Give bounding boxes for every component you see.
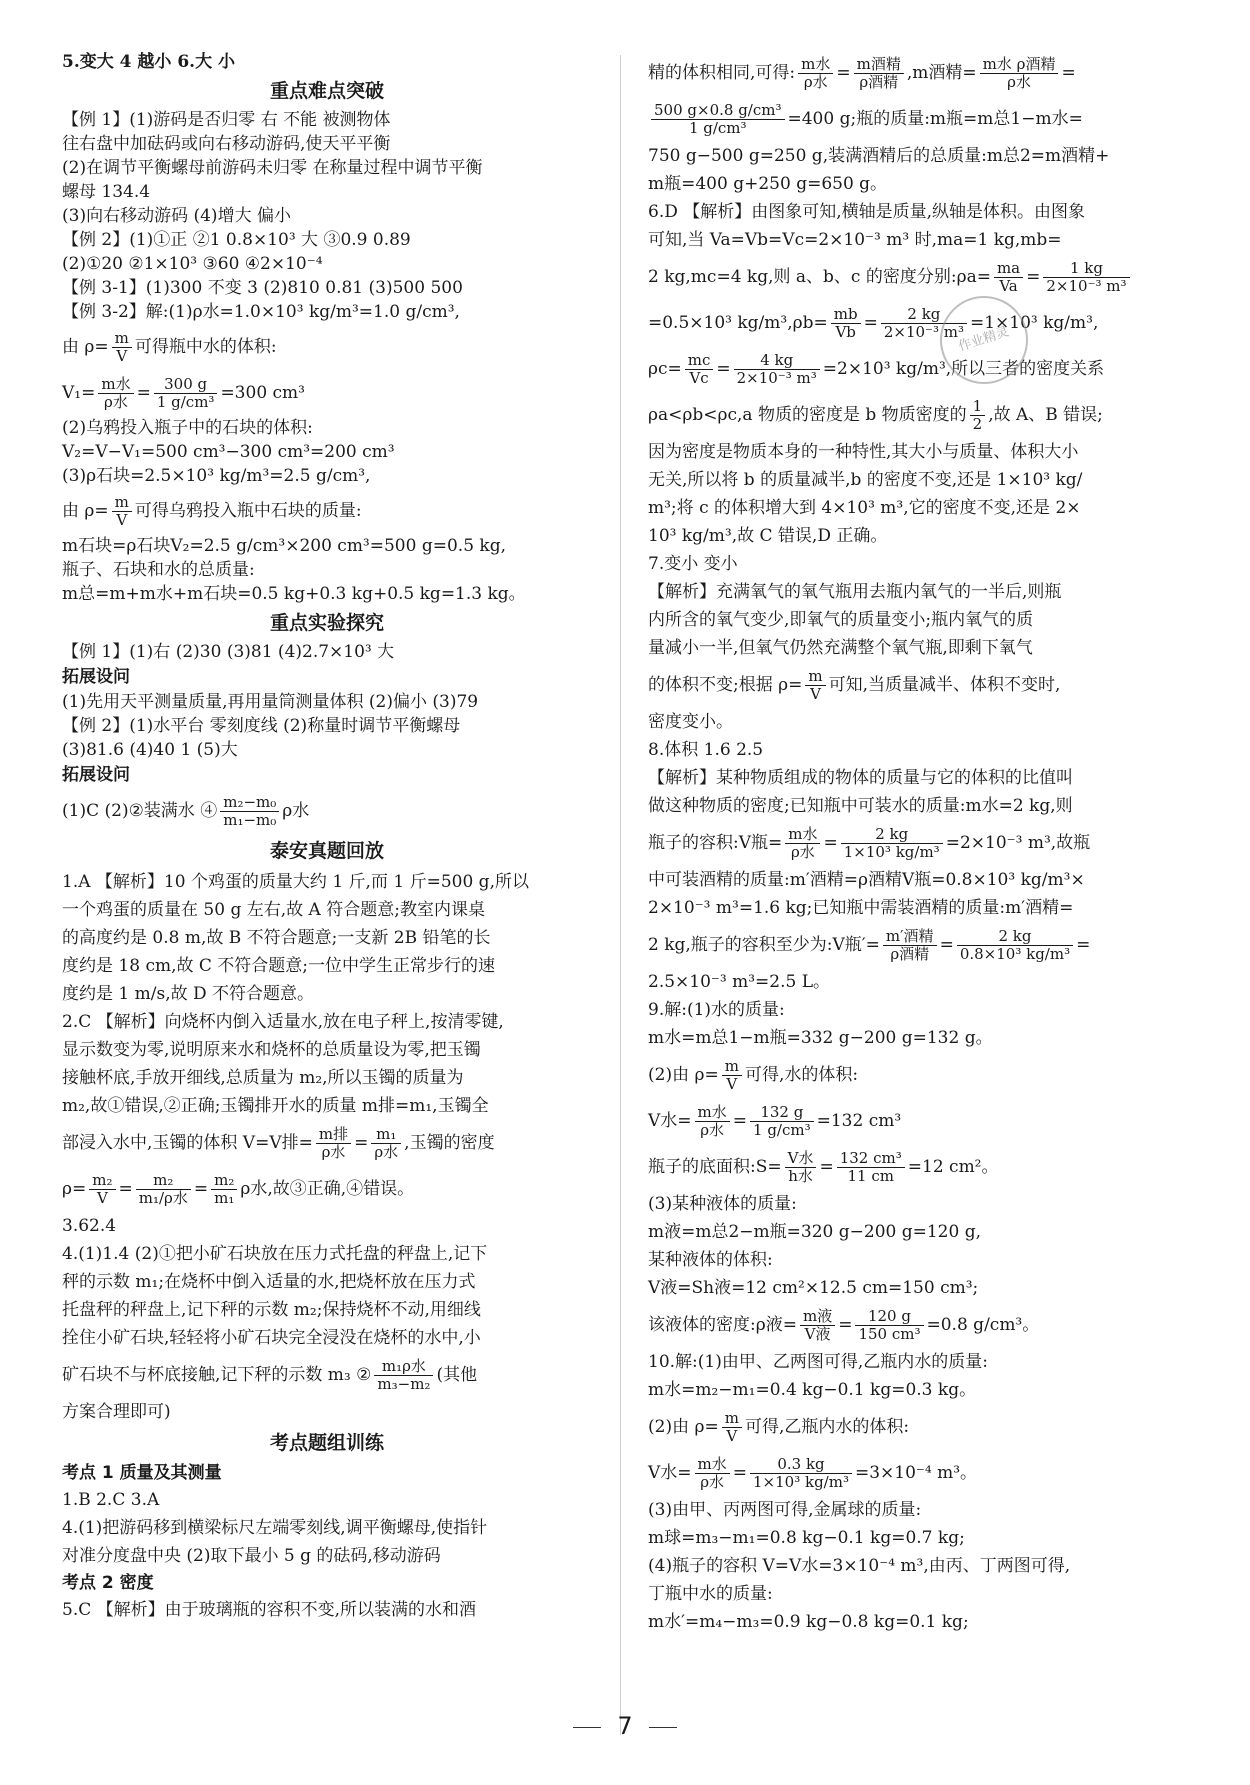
answer-line: 度约是 18 cm,故 C 不符合题意;一位中学生正常步行的速: [62, 956, 496, 976]
footer-dash-left: [573, 1727, 601, 1728]
formula-line: V水= $\frac{\text{m水}}{\text{ρ水}}$ = $\frac{0.3 kg}{\text{1×10³ kg/m³}}$ =3×10⁻⁴ m³。: [648, 1455, 978, 1491]
answer-line: 螺母 134.4: [62, 182, 151, 202]
answer-line: 瓶子、石块和水的总质量:: [62, 560, 255, 580]
footer-dash-right: [649, 1727, 677, 1728]
answer-line: 做这种物质的密度;已知瓶中可装水的质量:m水=2 kg,则: [648, 796, 1073, 816]
subheading-extension: 拓展设问: [62, 667, 130, 687]
answer-line: m水=m总1−m瓶=332 g−200 g=132 g。: [648, 1028, 993, 1048]
answer-line: 2.5×10⁻³ m³=2.5 L。: [648, 972, 831, 992]
answer-line: (4)瓶子的容积 V=V水=3×10⁻⁴ m³,由丙、丁两图可得,: [648, 1556, 1071, 1576]
formula-line: 瓶子的底面积:S= $\frac{\text{V水}}{\text{h水}}$ = $\frac{\text{132 cm³}}{11 cm}$ =12 cm²。: [648, 1149, 999, 1185]
answer-line: 显示数变为零,说明原来水和烧杯的总质量设为零,把玉镯: [62, 1040, 481, 1060]
answer-line: 【例 2】(1)水平台 零刻度线 (2)称量时调节平衡螺母: [62, 716, 461, 736]
answer-line: m石块=ρ石块V₂=2.5 g/cm³×200 cm³=500 g=0.5 kg,: [62, 536, 507, 556]
answer-line: 托盘秤的秤盘上,记下秤的示数 m₂;保持烧杯不动,用细线: [62, 1300, 481, 1320]
answer-line: m液=m总2−m瓶=320 g−200 g=120 g,: [648, 1222, 982, 1242]
section-heading-key-difficult: 重点难点突破: [269, 80, 384, 102]
answer-line: (3)ρ石块=2.5×10³ kg/m³=2.5 g/cm³,: [62, 466, 371, 486]
formula-line: V水= $\frac{\text{m水}}{\text{ρ水}}$ = $\frac{132 g}{\text{1 g/cm³}}$ =132 cm³: [648, 1103, 902, 1139]
answer-line: (3)某种液体的质量:: [648, 1194, 797, 1214]
answer-line: 【例 2】(1)①正 ②1 0.8×10³ 大 ③0.9 0.89: [62, 230, 411, 250]
answer-line: 度约是 1 m/s,故 D 不符合题意。: [62, 984, 315, 1004]
answer-line: m水=m₂−m₁=0.4 kg−0.1 kg=0.3 kg。: [648, 1380, 977, 1400]
formula-line: 该液体的密度:ρ液= $\frac{\text{m液}}{\text{V液}}$ = $\frac{120 g}{\text{150 cm³}}$ =0.8 g/cm³。: [648, 1307, 1040, 1343]
subheading-topic-2: 考点 2 密度: [62, 1573, 154, 1593]
answer-line: 内所含的氧气变少,即氧气的质量变小;瓶内氧气的质: [648, 610, 1034, 630]
formula-line: ρc= $\frac{mc}{Vc}$ = $\frac{4 kg}{\text{2×10⁻³ m³}}$ =2×10³ kg/m³,所以三者的密度关系: [648, 351, 1105, 387]
answer-line: V液=Sh液=12 cm²×12.5 cm=150 cm³;: [648, 1278, 979, 1298]
answer-line: 【例 3-1】(1)300 不变 3 (2)810 0.81 (3)500 500: [62, 278, 463, 298]
answer-line: 750 g−500 g=250 g,装满酒精后的总质量:m总2=m酒精+: [648, 146, 1110, 166]
answer-line: 中可装酒精的质量:m′酒精=ρ酒精V瓶=0.8×10³ kg/m³×: [648, 870, 1085, 890]
subheading-extension: 拓展设问: [62, 765, 130, 785]
section-heading-experiment: 重点实验探究: [269, 612, 384, 634]
answer-line: 3.62.4: [62, 1216, 117, 1236]
formula-line: 的体积不变;根据 ρ= $\frac{m}{V}$ 可知,当质量减半、体积不变时,: [648, 667, 1061, 703]
answer-line: (2)①20 ②1×10³ ③60 ④2×10⁻⁴: [62, 254, 323, 274]
formula-line: 部浸入水中,玉镯的体积 V=V排= $\frac{\text{m排}}{\text{ρ水}}$ = $\frac{\text{m₁}}{\text{ρ水}}$ ,玉镯的密度: [62, 1125, 495, 1161]
answer-line: m瓶=400 g+250 g=650 g。: [648, 174, 888, 194]
formula-line: 2 kg,瓶子的容积至少为:V瓶′= $\frac{\text{m′酒精}}{\text{ρ酒精}}$ = $\frac{2 kg}{\text{0.8×10³ kg/m³}}$ =: [648, 927, 1091, 963]
answer-line: m水′=m₄−m₃=0.9 kg−0.8 kg=0.1 kg;: [648, 1612, 969, 1632]
answer-line: 量减小一半,但氧气仍然充满整个氧气瓶,即剩下氧气: [648, 638, 1033, 658]
answer-line: 【解析】某种物质组成的物体的质量与它的体积的比值叫: [648, 768, 1073, 788]
right-column: [648, 50, 1178, 1636]
left-column: [62, 50, 592, 1624]
answer-line: 可知,当 Va=Vb=Vc=2×10⁻³ m³ 时,ma=1 kg,mb=: [648, 230, 1062, 250]
answer-line: 因为密度是物质本身的一种特性,其大小与质量、体积大小: [648, 442, 1079, 462]
answer-line: 4.(1)把游码移到横梁标尺左端零刻线,调平衡螺母,使指针: [62, 1518, 488, 1538]
answer-line: 密度变小。: [648, 712, 733, 732]
formula-line: ρa<ρb<ρc,a 物质的密度是 b 物质密度的 $\frac{1}{2}$ ,故 A、B 错误;: [648, 397, 1103, 433]
answer-line: m³;将 c 的体积增大到 4×10³ m³,它的密度不变,还是 2×: [648, 498, 1081, 518]
answer-line: (1)先用天平测量质量,再用量筒测量体积 (2)偏小 (3)79: [62, 692, 479, 712]
answer-line: 【例 3-2】解:(1)ρ水=1.0×10³ kg/m³=1.0 g/cm³,: [62, 302, 460, 322]
formula-line: 瓶子的容积:V瓶= $\frac{\text{m水}}{\text{ρ水}}$ = $\frac{2 kg}{\text{1×10³ kg/m³}}$ =2×10⁻³ m³,故瓶: [648, 825, 1091, 861]
answer-line: 8.体积 1.6 2.5: [648, 740, 764, 760]
column-divider: [620, 55, 621, 1735]
answer-line: V₂=V−V₁=500 cm³−300 cm³=200 cm³: [62, 442, 395, 462]
answer-line: 6.D 【解析】由图象可知,横轴是质量,纵轴是体积。由图象: [648, 202, 1086, 222]
formula-line: 精的体积相同,可得: $\frac{\text{m水}}{\text{ρ水}}$ = $\frac{\text{m酒精}}{\text{ρ酒精}}$ ,m酒精= $\frac{\text{m水 ρ酒精}}{\text{ρ水}}$ =: [648, 55, 1076, 91]
answer-line: 方案合理即可): [62, 1402, 171, 1422]
section-heading-topic-training: 考点题组训练: [269, 1432, 384, 1454]
answer-line: 2×10⁻³ m³=1.6 kg;已知瓶中需装酒精的质量:m′酒精=: [648, 898, 1074, 918]
formula-line: 由 ρ= $\frac{m}{V}$ 可得瓶中水的体积:: [62, 329, 277, 365]
watermark-stamp: 作业精灵: [929, 285, 1040, 396]
answer-line: 1.B 2.C 3.A: [62, 1490, 160, 1510]
answer-line: 接触杯底,手放开细线,总质量为 m₂,所以玉镯的质量为: [62, 1068, 464, 1088]
formula-line: (1)C (2)②装满水 ④ $\frac{\text{m₂−m₀}}{\text{m₁−m₀}}$ ρ水: [62, 793, 310, 829]
answer-line: m总=m+m水+m石块=0.5 kg+0.3 kg+0.5 kg=1.3 kg。: [62, 584, 526, 604]
page-number: 7: [617, 1712, 633, 1740]
answer-line: m球=m₃−m₁=0.8 kg−0.1 kg=0.7 kg;: [648, 1528, 965, 1548]
answer-line: (3)81.6 (4)40 1 (5)大: [62, 740, 238, 760]
answer-line: (3)由甲、丙两图可得,金属球的质量:: [648, 1500, 922, 1520]
answer-line: 2.C 【解析】向烧杯内倒入适量水,放在电子秤上,按清零键,: [62, 1012, 504, 1032]
answer-line: 4.(1)1.4 (2)①把小矿石块放在压力式托盘的秤盘上,记下: [62, 1244, 488, 1264]
answer-line: 1.A 【解析】10 个鸡蛋的质量大约 1 斤,而 1 斤=500 g,所以: [62, 872, 529, 892]
answer-line: 秤的示数 m₁;在烧杯中倒入适量的水,把烧杯放在压力式: [62, 1272, 476, 1292]
formula-line: 2 kg,mc=4 kg,则 a、b、c 的密度分别:ρa= $\frac{ma}{Va}$ = $\frac{1 kg}{\text{2×10⁻³ m³}}$: [648, 254, 1178, 300]
answer-line: (2)在调节平衡螺母前游码未归零 在称量过程中调节平衡: [62, 158, 483, 178]
answer-line: 无关,所以将 b 的质量减半,b 的密度不变,还是 1×10³ kg/: [648, 470, 1083, 490]
answer-line: 10³ kg/m³,故 C 错误,D 正确。: [648, 526, 888, 546]
answer-line: 9.解:(1)水的质量:: [648, 1000, 785, 1020]
formula-line: (2)由 ρ= $\frac{m}{V}$ 可得,水的体积:: [648, 1057, 859, 1093]
answer-line: m₂,故①错误,②正确;玉镯排开水的质量 m排=m₁,玉镯全: [62, 1096, 489, 1116]
formula-line: =0.5×10³ kg/m³,ρb= $\frac{mb}{Vb}$ = $\frac{2 kg}{\text{2×10⁻³ m³}}$ =1×10³ kg/m³,: [648, 305, 1099, 341]
formula-line: $\frac{\text{500 g×0.8 g/cm³}}{\text{1 g/cm³}}$ =400 g;瓶的质量:m瓶=m总1−m水=: [648, 96, 1178, 142]
answer-line: 丁瓶中水的质量:: [648, 1584, 773, 1604]
answer-line: 【例 1】(1)右 (2)30 (3)81 (4)2.7×10³ 大: [62, 642, 395, 662]
answer-line: 10.解:(1)由甲、乙两图可得,乙瓶内水的质量:: [648, 1352, 988, 1372]
answer-line: (3)向右移动游码 (4)增大 偏小: [62, 206, 291, 226]
formula-line: 由 ρ= $\frac{m}{V}$ 可得乌鸦投入瓶中石块的质量:: [62, 493, 362, 529]
formula-line: ρ= $\frac{\text{m₂}}{V}$ = $\frac{\text{m₂}}{\text{m₁/ρ水}}$ = $\frac{\text{m₂}}{\text{m₁}}$ ρ水,故③正确,④错误。: [62, 1171, 415, 1207]
subheading-topic-1: 考点 1 质量及其测量: [62, 1463, 222, 1483]
answer-line: 的高度约是 0.8 m,故 B 不符合题意;一支新 2B 铅笔的长: [62, 928, 491, 948]
answer-line: 【例 1】(1)游码是否归零 右 不能 被测物体: [62, 110, 391, 130]
answer-line: 【解析】充满氧气的氧气瓶用去瓶内氧气的一半后,则瓶: [648, 582, 1062, 602]
answer-line: 5.变大 4 越小 6.大 小: [62, 52, 235, 72]
formula-line: 矿石块不与杯底接触,记下秤的示数 m₃ ② $\frac{\text{m₁ρ水}}{\text{m₃−m₂}}$ (其他: [62, 1357, 478, 1393]
answer-line: 某种液体的体积:: [648, 1250, 773, 1270]
answer-line: 一个鸡蛋的质量在 50 g 左右,故 A 符合题意;教室内课桌: [62, 900, 485, 920]
answer-line: 拴住小矿石块,轻轻将小矿石块完全浸没在烧杯的水中,小: [62, 1328, 481, 1348]
section-heading-taian-exam: 泰安真题回放: [269, 840, 384, 862]
answer-line: 往右盘中加砝码或向右移动游码,使天平平衡: [62, 134, 391, 154]
answer-line: 7.变小 变小: [648, 554, 738, 574]
answer-line: 5.C 【解析】由于玻璃瓶的容积不变,所以装满的水和酒: [62, 1600, 477, 1620]
formula-line: V₁= $\frac{\text{m水}}{\text{ρ水}}$ = $\frac{300 g}{\text{1 g/cm³}}$ =300 cm³: [62, 375, 305, 411]
page-footer: [0, 1712, 1250, 1740]
answer-line: 对准分度盘中央 (2)取下最小 5 g 的砝码,移动游码: [62, 1546, 441, 1566]
formula-line: (2)由 ρ= $\frac{m}{V}$ 可得,乙瓶内水的体积:: [648, 1409, 910, 1445]
answer-line: (2)乌鸦投入瓶子中的石块的体积:: [62, 418, 313, 438]
